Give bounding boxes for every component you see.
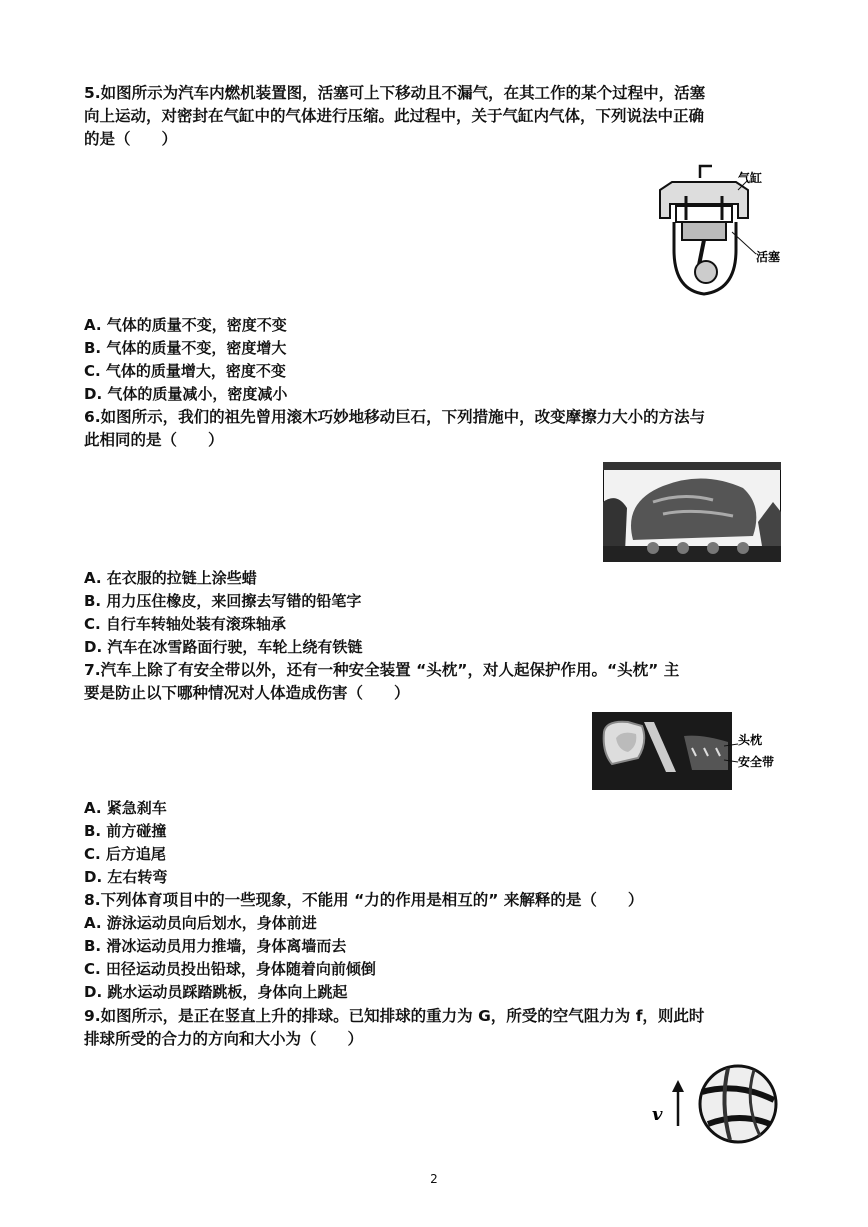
stem-line: 排球所受的合力的方向和大小为（ ） [84, 1030, 364, 1048]
option-7c: C. 后方追尾 [84, 845, 166, 863]
option-5a: A. 气体的质量不变，密度不变 [84, 316, 287, 334]
option-8b: B. 滑冰运动员用力推墙，身体离墙而去 [84, 937, 347, 955]
question-5-stem [84, 82, 784, 151]
option-5c: C. 气体的质量增大，密度不变 [84, 362, 286, 380]
question-9-stem [84, 1005, 784, 1051]
option-6b: B. 用力压住橡皮，来回擦去写错的铅笔字 [84, 592, 362, 610]
stem-line: 此相同的是（ ） [84, 431, 224, 449]
stem-line: 5.如图所示为汽车内燃机装置图，活塞可上下移动且不漏气，在其工作的某个过程中，活塞 [84, 84, 706, 102]
headrest-seatbelt-figure [592, 712, 787, 792]
velocity-label: v [652, 1104, 663, 1125]
stem-line: 向上运动，对密封在气缸中的气体进行压缩。此过程中，关于气缸内气体，下列说法中正确 [84, 107, 705, 125]
figure-label: 气缸 [738, 171, 763, 185]
stem-line: 的是（ ） [84, 130, 178, 148]
figure-label: 头枕 [738, 733, 763, 747]
engine-cylinder-figure [652, 160, 787, 305]
option-6a: A. 在衣服的拉链上涂些蜡 [84, 569, 257, 587]
stem-line: 9.如图所示，是正在竖直上升的排球。已知排球的重力为 G，所受的空气阻力为 f，则此时 [84, 1007, 705, 1025]
option-6c: C. 自行车转轴处装有滚珠轴承 [84, 615, 286, 633]
question-6-stem [84, 406, 784, 452]
option-5d: D. 气体的质量减小，密度减小 [84, 385, 288, 403]
stem-line: 7.汽车上除了有安全带以外，还有一种安全装置 “头枕”，对人起保护作用。“头枕” 主 [84, 661, 680, 679]
option-8c: C. 田径运动员投出铅球，身体随着向前倾倒 [84, 960, 376, 978]
option-7a: A. 紧急刹车 [84, 799, 167, 817]
stem-line: 要是防止以下哪种情况对人体造成伤害（ ） [84, 684, 410, 702]
figure-label: 活塞 [756, 250, 781, 264]
question-8-stem [84, 889, 784, 912]
option-8d: D. 跳水运动员踩踏跳板，身体向上跳起 [84, 983, 348, 1001]
option-7d: D. 左右转弯 [84, 868, 168, 886]
option-7b: B. 前方碰撞 [84, 822, 167, 840]
rolling-log-stone-photo [603, 462, 781, 562]
figure-label: 安全带 [738, 755, 775, 769]
stem-line: 8.下列体育项目中的一些现象，不能用 “力的作用是相互的” 来解释的是（ ） [84, 891, 644, 909]
stem-line: 6.如图所示，我们的祖先曾用滚木巧妙地移动巨石，下列措施中，改变摩擦力大小的方法与 [84, 408, 706, 426]
volleyball-figure [650, 1062, 785, 1147]
option-5b: B. 气体的质量不变，密度增大 [84, 339, 287, 357]
option-8a: A. 游泳运动员向后划水，身体前进 [84, 914, 317, 932]
page-number: 2 [430, 1172, 438, 1186]
option-6d: D. 汽车在冰雪路面行驶，车轮上绕有铁链 [84, 638, 363, 656]
question-7-stem [84, 659, 784, 705]
